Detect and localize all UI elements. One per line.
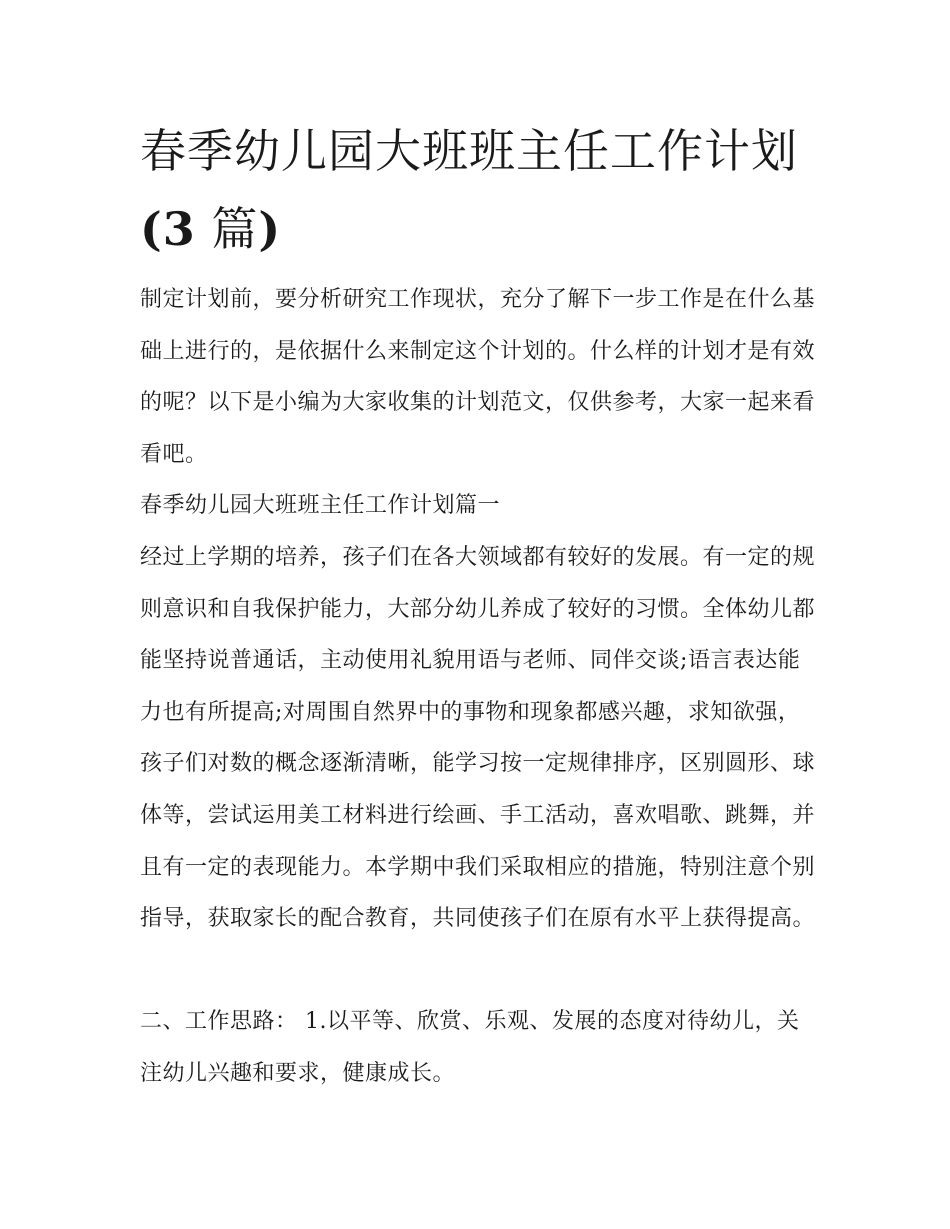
title-paren-close: ) [258,202,282,256]
intro-paragraph: 制定计划前，要分析研究工作现状，充分了解下一步工作是在什么基础上进行的，是依据什么来制定这个计划的。什么样的计划才是有效的呢？以下是小编为大家收集的计划范文，仅供参考，大家一起来看看吧。 [140,287,816,467]
title-paren-open: ( [140,202,163,256]
section-body-paragraph: 经过上学期的培养，孩子们在各大领域都有较好的发展。有一定的规则意识和自我保护能力，大部分幼儿养成了较好的习惯。全体幼儿都能坚持说普通话，主动使用礼貌用语与老师、同伴交谈;语言表达能力也有所提高;对周围自然界中的事物和现象都感兴趣，求知欲强，孩子们对数的概念逐渐清晰，能学习按一定规律排序，区别圆形、球体等，尝试运用美工材料进行绘画、手工活动，喜欢唱歌、跳舞，并且有一定的表现能力。本学期中我们采取相应的措施，特别注意个别指导，获取家长的配合教育，共同使孩子们在原有水平上获得提高。 [140,545,816,932]
title-unit: 篇 [195,202,259,256]
title-main-text: 春季幼儿园大班班主任工作计划 [140,124,798,178]
title-count: 3 [162,202,196,256]
section-heading: 春季幼儿园大班班主任工作计划篇一 [140,493,501,518]
work-ideas-paragraph: 二、工作思路： 1.以平等、欣赏、乐观、发展的态度对待幼儿，关注幼儿兴趣和要求，健康成长。 [140,1009,800,1086]
document-title [140,112,820,268]
